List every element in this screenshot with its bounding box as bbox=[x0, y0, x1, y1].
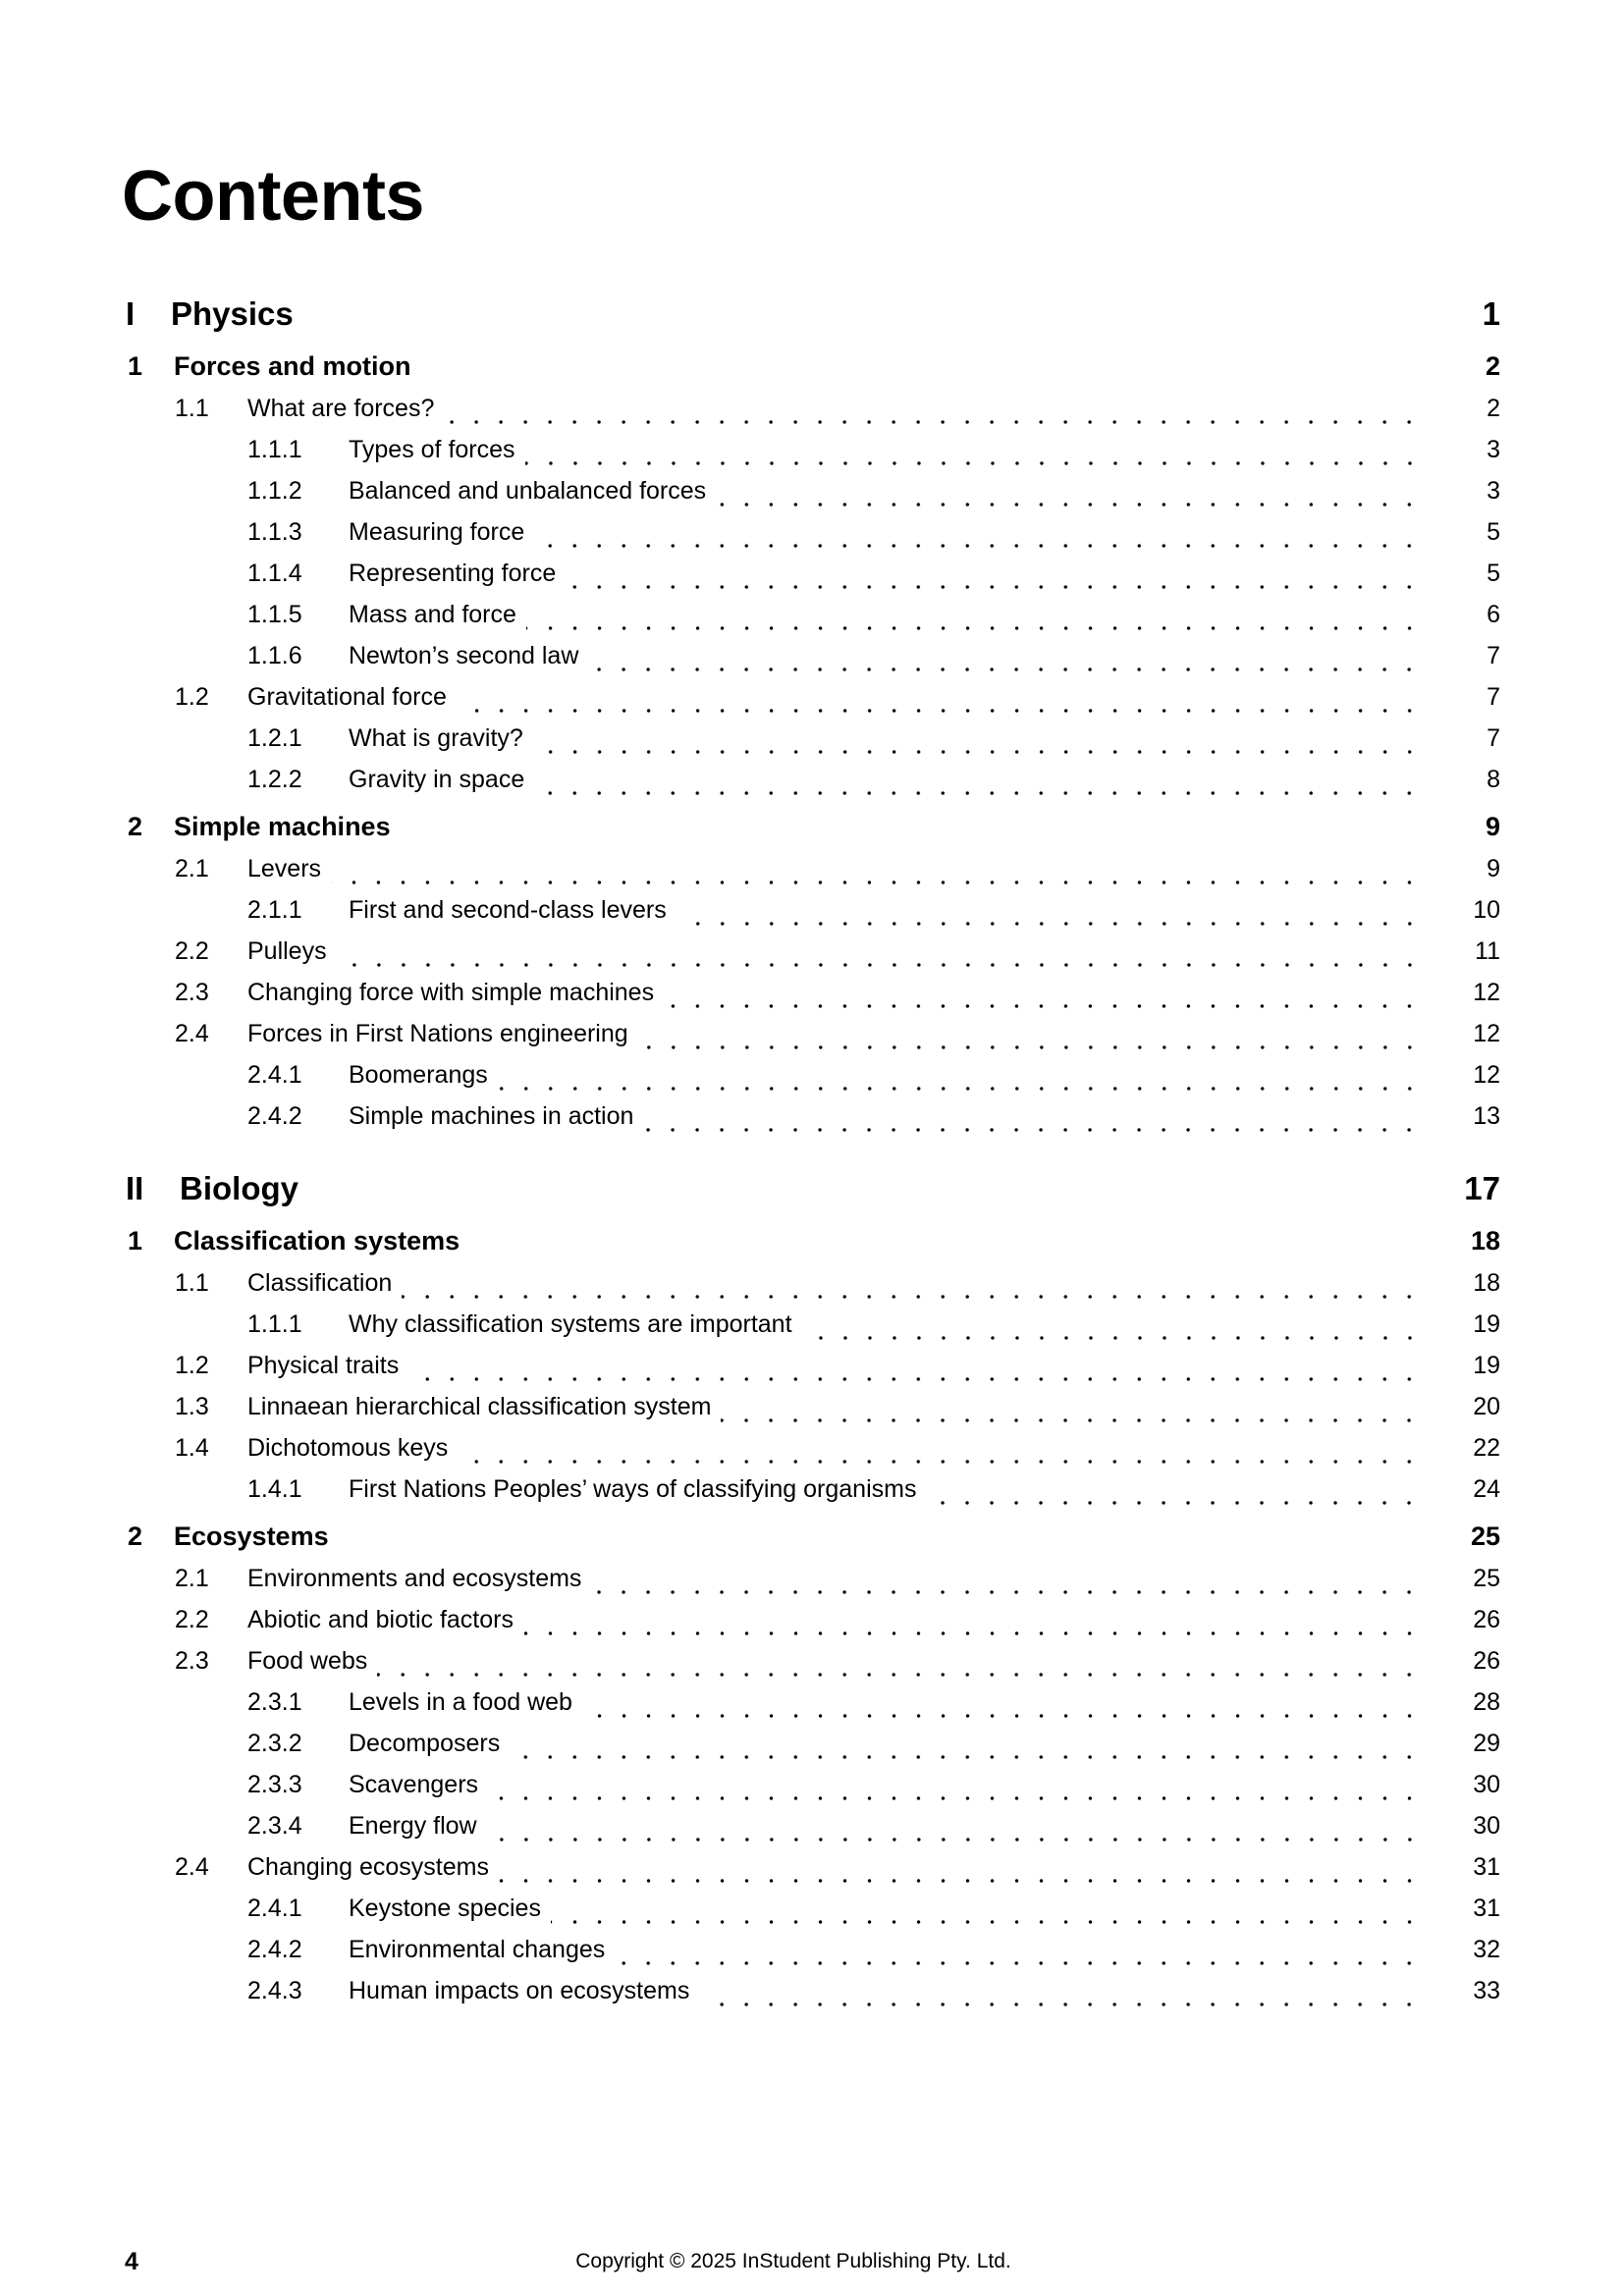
subsection-title: First and second-class levers bbox=[349, 896, 667, 924]
toc-subsection-entry[interactable] bbox=[126, 1895, 1500, 1936]
subsection-number: 2.3.4 bbox=[247, 1812, 302, 1840]
section-number: 2.1 bbox=[175, 855, 209, 882]
toc-section-entry[interactable] bbox=[126, 1393, 1500, 1434]
subsection-number: 1.4.1 bbox=[247, 1475, 302, 1503]
dot-leader bbox=[488, 1793, 1422, 1803]
toc-subsection-entry[interactable] bbox=[126, 1475, 1500, 1517]
page-number: 3 bbox=[1487, 477, 1500, 505]
subsection-title: Gravity in space bbox=[349, 766, 525, 793]
section-title: Changing ecosystems bbox=[247, 1853, 489, 1881]
part-number: II bbox=[126, 1170, 144, 1206]
page-number: 30 bbox=[1473, 1812, 1500, 1840]
footer-page-number: 4 bbox=[125, 2248, 138, 2275]
section-title: What are forces? bbox=[247, 395, 435, 422]
toc-chapter-entry[interactable] bbox=[126, 812, 1500, 853]
page-number: 33 bbox=[1473, 1977, 1500, 2004]
section-number: 1.1 bbox=[175, 1269, 209, 1297]
page-number: 20 bbox=[1473, 1393, 1500, 1420]
toc-section-entry[interactable] bbox=[126, 1647, 1500, 1688]
page-number: 25 bbox=[1473, 1565, 1500, 1592]
section-number: 2.3 bbox=[175, 979, 209, 1006]
page-number: 19 bbox=[1473, 1310, 1500, 1338]
section-title: Linnaean hierarchical classification system bbox=[247, 1393, 712, 1420]
toc-subsection-entry[interactable] bbox=[126, 1936, 1500, 1977]
dot-leader bbox=[699, 2000, 1422, 2009]
chapter-title: Simple machines bbox=[174, 812, 391, 841]
toc-subsection-entry[interactable] bbox=[126, 477, 1500, 518]
dot-leader bbox=[377, 1670, 1422, 1680]
part-number: I bbox=[126, 295, 135, 332]
page-number: 12 bbox=[1473, 1061, 1500, 1089]
page-number: 6 bbox=[1487, 601, 1500, 628]
subsection-title: Types of forces bbox=[349, 436, 515, 463]
subsection-title: Simple machines in action bbox=[349, 1102, 634, 1130]
page-number: 9 bbox=[1485, 812, 1500, 841]
toc-subsection-entry[interactable] bbox=[126, 1310, 1500, 1352]
dot-leader bbox=[664, 1001, 1422, 1011]
dot-leader bbox=[534, 541, 1422, 551]
subsection-number: 2.3.2 bbox=[247, 1730, 302, 1757]
chapter-title: Ecosystems bbox=[174, 1522, 329, 1551]
dot-leader bbox=[523, 1629, 1422, 1638]
toc-chapter-entry[interactable] bbox=[126, 351, 1500, 393]
page-number: 26 bbox=[1473, 1647, 1500, 1675]
page-number: 9 bbox=[1487, 855, 1500, 882]
page-number: 7 bbox=[1487, 642, 1500, 669]
chapter-number: 2 bbox=[128, 1522, 143, 1551]
page-number: 29 bbox=[1473, 1730, 1500, 1757]
subsection-title: Decomposers bbox=[349, 1730, 501, 1757]
page-number: 26 bbox=[1473, 1606, 1500, 1633]
section-number: 1.3 bbox=[175, 1393, 209, 1420]
part-title: Physics bbox=[171, 295, 294, 332]
toc-subsection-entry[interactable] bbox=[126, 766, 1500, 807]
subsection-title: Scavengers bbox=[349, 1771, 479, 1798]
page-number: 18 bbox=[1473, 1269, 1500, 1297]
subsection-number: 1.2.2 bbox=[247, 766, 302, 793]
dot-leader bbox=[638, 1042, 1422, 1052]
subsection-title: What is gravity? bbox=[349, 724, 523, 752]
dot-leader bbox=[525, 458, 1422, 468]
page-number: 5 bbox=[1487, 560, 1500, 587]
dot-leader bbox=[716, 500, 1422, 509]
page-number: 2 bbox=[1485, 351, 1500, 381]
section-title: Changing force with simple machines bbox=[247, 979, 655, 1006]
subsection-number: 2.4.1 bbox=[247, 1061, 302, 1089]
page-number: 25 bbox=[1470, 1522, 1500, 1551]
subsection-number: 1.1.3 bbox=[247, 518, 302, 546]
dot-leader bbox=[588, 665, 1422, 674]
dot-leader bbox=[499, 1876, 1422, 1886]
dot-leader bbox=[615, 1958, 1422, 1968]
page-number: 7 bbox=[1487, 683, 1500, 711]
page-number: 1 bbox=[1482, 295, 1500, 332]
toc-subsection-entry[interactable] bbox=[126, 560, 1500, 601]
toc-section-entry[interactable] bbox=[126, 937, 1500, 979]
toc-section-entry[interactable] bbox=[126, 395, 1500, 436]
toc-section-entry[interactable] bbox=[126, 1020, 1500, 1061]
dot-leader bbox=[526, 623, 1422, 633]
page-number: 12 bbox=[1473, 1020, 1500, 1047]
page-number: 8 bbox=[1487, 766, 1500, 793]
section-number: 2.1 bbox=[175, 1565, 209, 1592]
subsection-title: Balanced and unbalanced forces bbox=[349, 477, 707, 505]
dot-leader bbox=[643, 1125, 1422, 1135]
section-title: Forces in First Nations engineering bbox=[247, 1020, 628, 1047]
section-title: Food webs bbox=[247, 1647, 368, 1675]
dot-leader bbox=[551, 1917, 1422, 1927]
page-number: 22 bbox=[1473, 1434, 1500, 1462]
toc-chapter-entry[interactable] bbox=[126, 1226, 1500, 1267]
page-number: 10 bbox=[1473, 896, 1500, 924]
section-number: 2.4 bbox=[175, 1020, 209, 1047]
toc-subsection-entry[interactable] bbox=[126, 1812, 1500, 1853]
section-number: 1.2 bbox=[175, 683, 209, 711]
toc-section-entry[interactable] bbox=[126, 1853, 1500, 1895]
page-number: 24 bbox=[1473, 1475, 1500, 1503]
page-number: 17 bbox=[1464, 1170, 1500, 1206]
page-number: 19 bbox=[1473, 1352, 1500, 1379]
dot-leader bbox=[534, 788, 1422, 798]
subsection-number: 2.4.3 bbox=[247, 1977, 302, 2004]
page-number: 5 bbox=[1487, 518, 1500, 546]
toc-subsection-entry[interactable] bbox=[126, 642, 1500, 683]
toc-subsection-entry[interactable] bbox=[126, 1730, 1500, 1771]
section-title: Gravitational force bbox=[247, 683, 447, 711]
page-number: 18 bbox=[1470, 1226, 1500, 1255]
page-number: 32 bbox=[1473, 1936, 1500, 1963]
toc-subsection-entry[interactable] bbox=[126, 1977, 1500, 2018]
subsection-title: Keystone species bbox=[349, 1895, 541, 1922]
dot-leader bbox=[498, 1084, 1422, 1094]
toc-subsection-entry[interactable] bbox=[126, 896, 1500, 937]
toc-subsection-entry[interactable] bbox=[126, 1102, 1500, 1144]
chapter-number: 1 bbox=[128, 351, 143, 381]
toc-section-entry[interactable] bbox=[126, 683, 1500, 724]
toc-section-entry[interactable] bbox=[126, 1606, 1500, 1647]
subsection-title: Environmental changes bbox=[349, 1936, 606, 1963]
subsection-title: Human impacts on ecosystems bbox=[349, 1977, 690, 2004]
subsection-number: 1.1.1 bbox=[247, 1310, 302, 1338]
dot-leader bbox=[677, 919, 1422, 929]
dot-leader bbox=[458, 1457, 1422, 1467]
page-number: 31 bbox=[1473, 1853, 1500, 1881]
page-number: 2 bbox=[1487, 395, 1500, 422]
section-title: Physical traits bbox=[247, 1352, 400, 1379]
page-number: 28 bbox=[1473, 1688, 1500, 1716]
dot-leader bbox=[337, 960, 1422, 970]
dot-leader bbox=[802, 1333, 1422, 1343]
section-title: Levers bbox=[247, 855, 322, 882]
dot-leader bbox=[444, 417, 1422, 427]
chapter-number: 2 bbox=[128, 812, 143, 841]
subsection-number: 1.1.2 bbox=[247, 477, 302, 505]
page-number: 11 bbox=[1475, 937, 1500, 965]
subsection-number: 2.4.2 bbox=[247, 1936, 302, 1963]
page-number: 30 bbox=[1473, 1771, 1500, 1798]
section-number: 1.1 bbox=[175, 395, 209, 422]
subsection-number: 2.3.3 bbox=[247, 1771, 302, 1798]
toc-section-entry[interactable] bbox=[126, 1565, 1500, 1606]
section-number: 2.4 bbox=[175, 1853, 209, 1881]
subsection-title: Measuring force bbox=[349, 518, 525, 546]
section-number: 2.2 bbox=[175, 1606, 209, 1633]
chapter-number: 1 bbox=[128, 1226, 143, 1255]
toc-subsection-entry[interactable] bbox=[126, 601, 1500, 642]
subsection-number: 1.1.5 bbox=[247, 601, 302, 628]
toc-subsection-entry[interactable] bbox=[126, 1061, 1500, 1102]
part-title: Biology bbox=[180, 1170, 298, 1206]
dot-leader bbox=[402, 1292, 1422, 1302]
subsection-title: Mass and force bbox=[349, 601, 516, 628]
section-title: Classification bbox=[247, 1269, 393, 1297]
page-number: 3 bbox=[1487, 436, 1500, 463]
toc-section-entry[interactable] bbox=[126, 979, 1500, 1020]
toc-subsection-entry[interactable] bbox=[126, 518, 1500, 560]
subsection-title: First Nations Peoples’ ways of classifying organisms bbox=[349, 1475, 917, 1503]
toc-section-entry[interactable] bbox=[126, 1434, 1500, 1475]
dot-leader bbox=[510, 1752, 1422, 1762]
subsection-number: 1.1.4 bbox=[247, 560, 302, 587]
subsection-number: 2.4.2 bbox=[247, 1102, 302, 1130]
section-title: Environments and ecosystems bbox=[247, 1565, 582, 1592]
page-title: Contents bbox=[122, 157, 424, 236]
dot-leader bbox=[408, 1374, 1422, 1384]
subsection-number: 1.1.6 bbox=[247, 642, 302, 669]
toc-section-entry[interactable] bbox=[126, 1269, 1500, 1310]
toc-chapter-entry[interactable] bbox=[126, 1522, 1500, 1563]
dot-leader bbox=[566, 582, 1422, 592]
dot-leader bbox=[533, 747, 1422, 757]
dot-leader bbox=[487, 1835, 1422, 1844]
subsection-title: Energy flow bbox=[349, 1812, 477, 1840]
subsection-title: Boomerangs bbox=[349, 1061, 488, 1089]
subsection-number: 2.4.1 bbox=[247, 1895, 302, 1922]
subsection-title: Levels in a food web bbox=[349, 1688, 572, 1716]
dot-leader bbox=[331, 878, 1422, 887]
chapter-title: Classification systems bbox=[174, 1226, 460, 1255]
footer-copyright: Copyright © 2025 InStudent Publishing Pty. Ltd. bbox=[575, 2250, 1011, 2272]
chapter-title: Forces and motion bbox=[174, 351, 411, 381]
subsection-title: Representing force bbox=[349, 560, 557, 587]
toc-part-entry[interactable] bbox=[126, 1170, 1500, 1219]
toc-section-entry[interactable] bbox=[126, 1352, 1500, 1393]
page-number: 12 bbox=[1473, 979, 1500, 1006]
section-number: 2.2 bbox=[175, 937, 209, 965]
dot-leader bbox=[721, 1415, 1422, 1425]
dot-leader bbox=[457, 706, 1422, 716]
page-number: 13 bbox=[1473, 1102, 1500, 1130]
section-number: 2.3 bbox=[175, 1647, 209, 1675]
subsection-number: 2.3.1 bbox=[247, 1688, 302, 1716]
toc-subsection-entry[interactable] bbox=[126, 1688, 1500, 1730]
toc-part-entry[interactable] bbox=[126, 295, 1500, 345]
section-title: Abiotic and biotic factors bbox=[247, 1606, 514, 1633]
dot-leader bbox=[591, 1587, 1422, 1597]
toc-subsection-entry[interactable] bbox=[126, 724, 1500, 766]
section-number: 1.4 bbox=[175, 1434, 209, 1462]
page-number: 31 bbox=[1473, 1895, 1500, 1922]
subsection-title: Newton’s second law bbox=[349, 642, 579, 669]
section-title: Pulleys bbox=[247, 937, 327, 965]
subsection-number: 1.2.1 bbox=[247, 724, 302, 752]
dot-leader bbox=[926, 1498, 1422, 1508]
section-title: Dichotomous keys bbox=[247, 1434, 449, 1462]
section-number: 1.2 bbox=[175, 1352, 209, 1379]
toc-section-entry[interactable] bbox=[126, 855, 1500, 896]
toc-subsection-entry[interactable] bbox=[126, 1771, 1500, 1812]
subsection-title: Why classification systems are important bbox=[349, 1310, 792, 1338]
page-number: 7 bbox=[1487, 724, 1500, 752]
subsection-number: 1.1.1 bbox=[247, 436, 302, 463]
toc-subsection-entry[interactable] bbox=[126, 436, 1500, 477]
dot-leader bbox=[582, 1711, 1422, 1721]
subsection-number: 2.1.1 bbox=[247, 896, 302, 924]
